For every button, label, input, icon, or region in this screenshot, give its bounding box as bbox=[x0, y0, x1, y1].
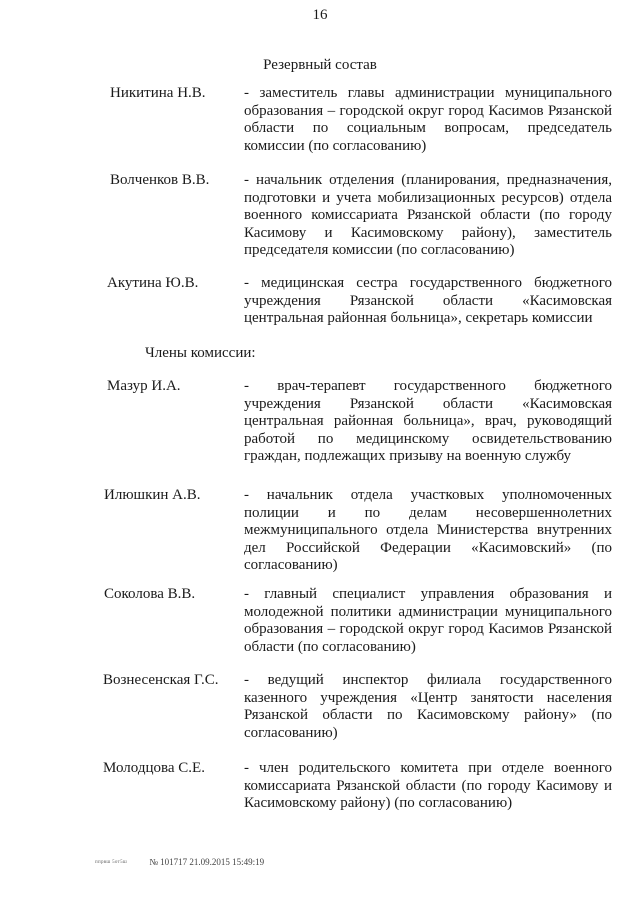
person-position: - врач-терапевт государственного бюджетного учреждения Рязанской области «Касимовская центральная районная больница», врач, руководящий работой по медицинскому освидетельствованию граждан, подлежащих призыву на военную службу bbox=[244, 378, 612, 464]
person-name: Волченков В.В. bbox=[110, 172, 210, 188]
person-position: - начальник отдела участковых уполномоченных полиции и по делам несовершеннолетних межмуниципального отдела Министерства внутренних дел Российской Федерации «Касимовский» (по согласованию) bbox=[244, 487, 612, 573]
person-position: - член родительского комитета при отделе военного комиссариата Рязанской области (по городу Касимову и Касимовскому району) (по согласованию) bbox=[244, 760, 612, 811]
person-name: Мазур И.А. bbox=[107, 378, 181, 394]
members-section-title: Члены комиссии: bbox=[145, 345, 256, 361]
person-name: Илюшкин А.В. bbox=[104, 487, 201, 503]
person-name: Соколова В.В. bbox=[104, 586, 196, 602]
person-position: - заместитель главы администрации муниципального образования – городской округ город Касимов Рязанской области по социальным вопросам, председатель комиссии (по согласованию) bbox=[244, 85, 612, 154]
person-position: - ведущий инспектор филиала государственного казенного учреждения «Центр занятости населения Рязанской области по Касимовскому району» (по согласованию) bbox=[244, 672, 612, 741]
page-number: 16 bbox=[312, 7, 328, 23]
person-position: - главный специалист управления образования и молодежной политики администрации муниципального образования – городской округ город Касимов Рязанской области (по согласованию) bbox=[244, 586, 612, 655]
footer-small-text: ппрвш 5от5ш bbox=[95, 860, 128, 866]
person-name: Молодцова С.Е. bbox=[103, 760, 205, 776]
person-position: - медицинская сестра государственного бюджетного учреждения Рязанской области «Касимовская центральная районная больница», секретарь комиссии bbox=[244, 275, 612, 326]
reserve-section-title: Резервный состав bbox=[263, 57, 377, 73]
registration-stamp: № 101717 21.09.2015 15:49:19 bbox=[149, 857, 265, 867]
person-name: Акутина Ю.В. bbox=[107, 275, 199, 291]
document-footer bbox=[95, 857, 264, 867]
person-name: Вознесенская Г.С. bbox=[103, 672, 219, 688]
person-position: - начальник отделения (планирования, предназначения, подготовки и учета мобилизационных ресурсов) отдела военного комиссариата Рязанской области (по городу Касимову и Касимовскому району), заместитель председателя комиссии (по согласованию) bbox=[244, 172, 612, 258]
person-name: Никитина Н.В. bbox=[110, 85, 206, 101]
